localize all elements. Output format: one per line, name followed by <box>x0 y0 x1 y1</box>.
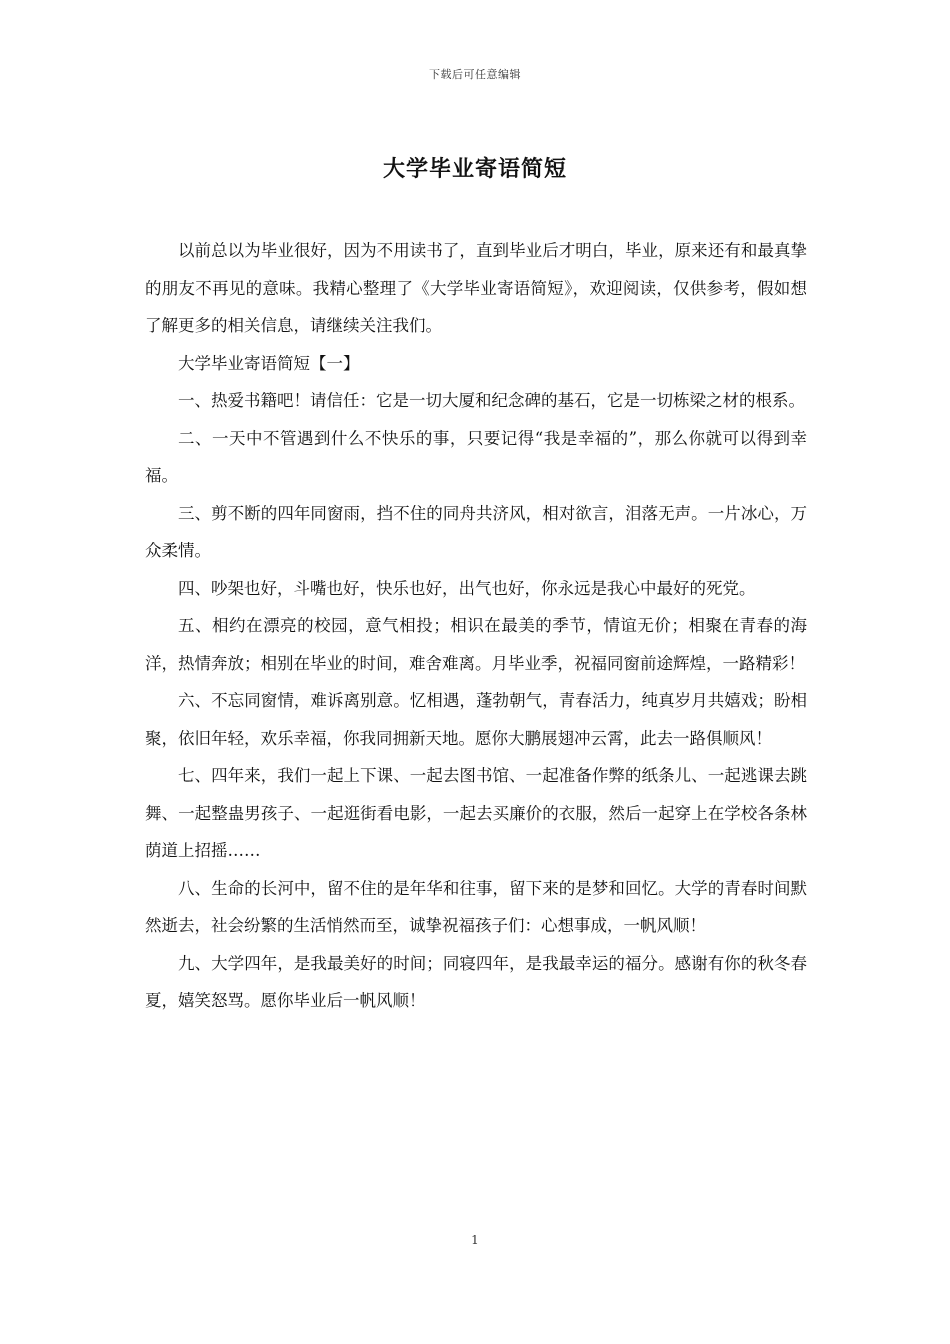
body-paragraph: 九、大学四年，是我最美好的时间；同寝四年，是我最幸运的福分。感谢有你的秋冬春夏，嬉笑怒骂。愿你毕业后一帆风顺！ <box>145 953 807 1010</box>
body-paragraph: 五、相约在漂亮的校园，意气相投；相识在最美的季节，情谊无价；相聚在青春的海洋，热情奔放；相别在毕业的时间，难舍难离。月毕业季，祝福同窗前途辉煌，一路精彩！ <box>145 616 807 673</box>
body-paragraph: 三、剪不断的四年同窗雨，挡不住的同舟共济风，相对欲言，泪落无声。一片冰心，万众柔情。 <box>145 503 807 560</box>
body-paragraph: 一、热爱书籍吧！请信任：它是一切大厦和纪念碑的基石，它是一切栋梁之材的根系。 <box>178 391 805 410</box>
section-heading: 大学毕业寄语简短【一】 <box>178 353 360 373</box>
body-paragraph: 八、生命的长河中，留不住的是年华和往事，留下来的是梦和回忆。大学的青春时间默然逝去，社会纷繁的生活悄然而至，诚挚祝福孩子们：心想事成，一帆风顺！ <box>145 878 807 935</box>
body-paragraph: 七、四年来，我们一起上下课、一起去图书馆、一起准备作弊的纸条儿、一起逃课去跳舞、一起整蛊男孩子、一起逛街看电影，一起去买廉价的衣服，然后一起穿上在学校各条林荫道上招摇…… <box>145 766 807 860</box>
body-paragraph: 六、不忘同窗情，难诉离别意。忆相遇，蓬勃朝气，青春活力，纯真岁月共嬉戏；盼相聚，依旧年轻，欢乐幸福，你我同拥新天地。愿你大鹏展翅冲云霄，此去一路俱顺风！ <box>145 691 807 748</box>
body-paragraph: 二、一天中不管遇到什么不快乐的事，只要记得“我是幸福的”，那么你就可以得到幸福。 <box>145 428 807 485</box>
intro-paragraph: 以前总以为毕业很好，因为不用读书了，直到毕业后才明白，毕业，原来还有和最真挚的朋友不再见的意味。我精心整理了《大学毕业寄语简短》，欢迎阅读，仅供参考，假如想了解更多的相关信息，请继续关注我们。 <box>145 241 807 335</box>
document-body <box>145 232 807 1020</box>
body-paragraph: 四、吵架也好，斗嘴也好，快乐也好，出气也好，你永远是我心中最好的死党。 <box>178 578 756 598</box>
page-number: 1 <box>471 1233 479 1247</box>
page-header: 下载后可任意编辑 <box>429 68 521 81</box>
document-title: 大学毕业寄语简短 <box>382 156 567 182</box>
